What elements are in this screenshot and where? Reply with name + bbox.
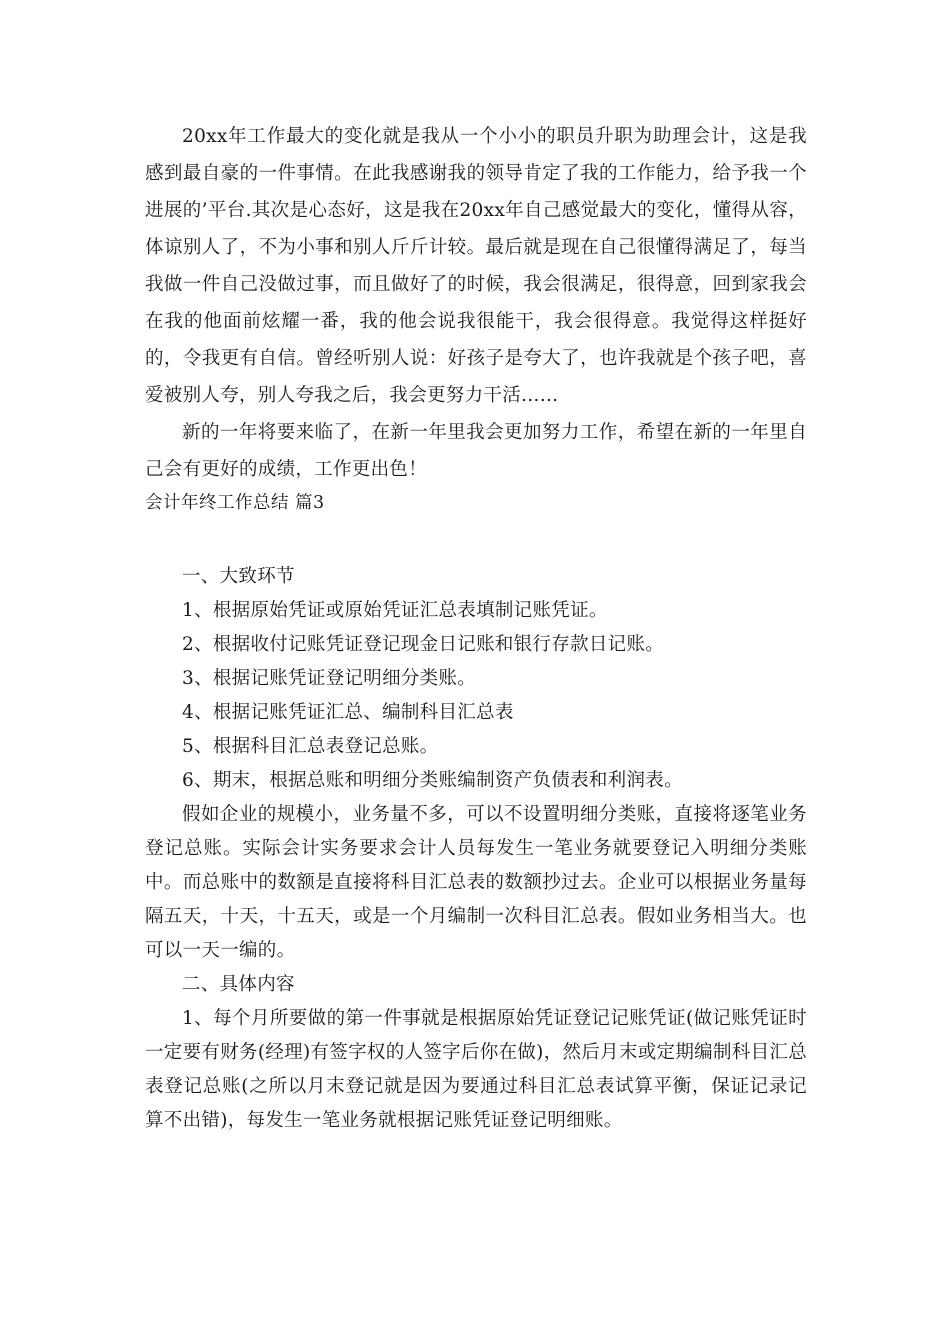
step-item: 2、根据收付记账凭证登记现金日记账和银行存款日记账。 bbox=[182, 634, 665, 655]
step-item: 1、根据原始凭证或原始凭证汇总表填制记账凭证。 bbox=[182, 600, 608, 621]
intro-paragraph-1: 20xx年工作最大的变化就是我从一个小小的职员升职为助理会计，这是我感到最自豪的一件事情。在此我感谢我的领导肯定了我的工作能力，给予我一个进展的’平台.其次是心态好，这是我在20xx年自己感觉最大的变化，懂得从容，体谅别人了，不为小事和别人斤斤计较。最后就是现在自己很懂得满足了，每当我做一件自己没做过事，而且做好了的时候，我会很满足，很得意，回到家我会在我的他面前炫耀一番，我的他会说我很能干，我会很得意。我觉得这样挺好的，令我更有自信。曾经听别人说：好孩子是夸大了，也许我就是个孩子吧，喜爱被别人夸，别人夸我之后，我会更努力干活…… bbox=[145, 126, 807, 406]
step-item: 3、根据记账凭证登记明细分类账。 bbox=[182, 668, 477, 689]
body-paragraph-4: 1、每个月所要做的第一件事就是根据原始凭证登记记账凭证(做记账凭证时一定要有财务(经理)有签字权的人签字后你在做)，然后月末或定期编制科目汇总表登记总账(之所以月末登记就是因为要通过科目汇总表试算平衡，保证记录记算不出错)，每发生一笔业务就根据记账凭证登记明细账。 bbox=[145, 1008, 807, 1131]
spacer bbox=[145, 518, 807, 560]
part1-heading: 一、大致环节 bbox=[182, 566, 295, 587]
document-page bbox=[145, 118, 807, 1138]
step-item: 5、根据科目汇总表登记总账。 bbox=[182, 736, 439, 757]
section-title: 会计年终工作总结 篇3 bbox=[145, 493, 325, 513]
intro-paragraph-2: 新的一年将要来临了，在新一年里我会更加努力工作，希望在新的一年里自己会有更好的成绩，工作更出色！ bbox=[145, 422, 807, 480]
part2-heading: 二、具体内容 bbox=[182, 974, 295, 995]
step-item: 6、期末，根据总账和明细分类账编制资产负债表和利润表。 bbox=[182, 770, 683, 791]
step-item: 4、根据记账凭证汇总、编制科目汇总表 bbox=[182, 702, 514, 723]
body-paragraph-3: 假如企业的规模小，业务量不多，可以不设置明细分类账，直接将逐笔业务登记总账。实际会计实务要求会计人员每发生一笔业务就要登记入明细分类账中。而总账中的数额是直接将科目汇总表的数额抄过去。企业可以根据业务量每隔五天，十天，十五天，或是一个月编制一次科目汇总表。假如业务相当大。也可以一天一编的。 bbox=[145, 804, 807, 961]
